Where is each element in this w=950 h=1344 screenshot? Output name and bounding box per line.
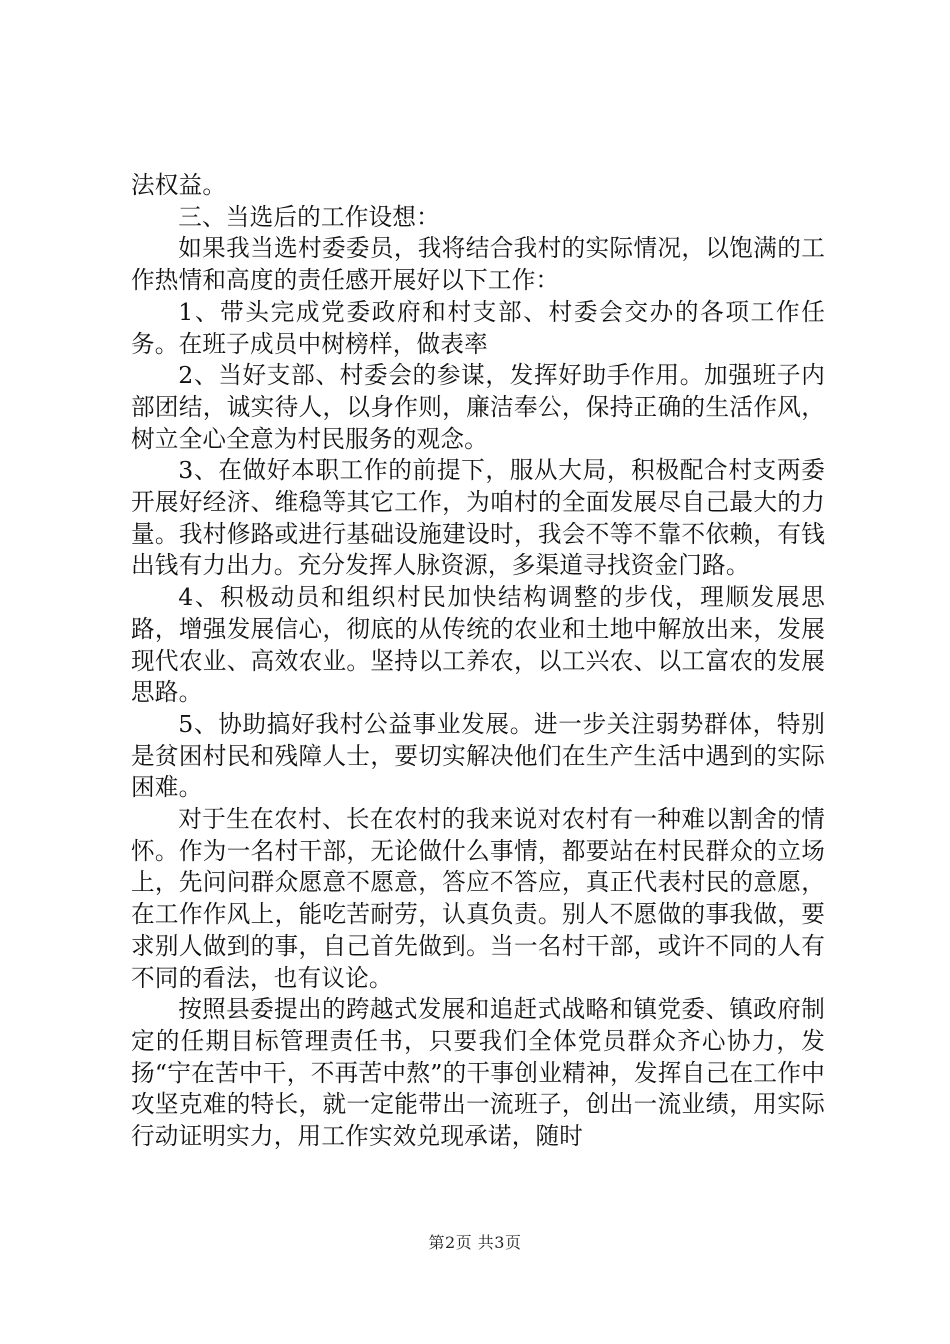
list-item-2: 2、当好支部、村委会的参谋，发挥好助手作用。加强班子内部团结，诚实待人，以身作则，廉洁奉公，保持正确的生活作风，树立全心全意为村民服务的观念。 xyxy=(131,361,825,453)
list-item-1: 1、带头完成党委政府和村支部、村委会交办的各项工作任务。在班子成员中树榜样，做表率 xyxy=(131,297,825,358)
paragraph-closing: 按照县委提出的跨越式发展和追赶式战略和镇党委、镇政府制定的任期目标管理责任书，只要我们全体党员群众齐心协力，发扬“宁在苦中干，不再苦中熬”的干事创业精神，发挥自己在工作中攻坚克难的特长，就一定能带出一流班子，创出一流业绩，用实际行动证明实力，用工作实效兑现承诺，随时 xyxy=(131,995,825,1151)
paragraph-intro: 如果我当选村委委员，我将结合我村的实际情况，以饱满的工作热情和高度的责任感开展好以下工作： xyxy=(131,234,825,295)
paragraph-continuation: 法权益。 xyxy=(131,171,227,199)
document-body xyxy=(131,170,825,1153)
list-item-3: 3、在做好本职工作的前提下，服从大局，积极配合村支两委开展好经济、维稳等其它工作，为咱村的全面发展尽自己最大的力量。我村修路或进行基础设施建设时，我会不等不靠不依赖，有钱出钱有力出力。充分发挥人脉资源，多渠道寻找资金门路。 xyxy=(131,456,825,580)
paragraph-reflection: 对于生在农村、长在农村的我来说对农村有一种难以割舍的情怀。作为一名村干部，无论做什么事情，都要站在村民群众的立场上，先问问群众愿意不愿意，答应不答应，真正代表村民的意愿，在工作作风上，能吃苦耐劳，认真负责。别人不愿做的事我做，要求别人做到的事，自己首先做到。当一名村干部，或许不同的人有不同的看法，也有议论。 xyxy=(131,805,825,992)
section-heading: 三、当选后的工作设想： xyxy=(178,202,440,231)
list-item-4: 4、积极动员和组织村民加快结构调整的步伐，理顺发展思路，增强发展信心，彻底的从传统的农业和土地中解放出来，发展现代农业、高效农业。坚持以工养农，以工兴农、以工富农的发展思路。 xyxy=(131,583,825,707)
page-number-footer: 第2页 共3页 xyxy=(428,1233,522,1252)
list-item-5: 5、协助搞好我村公益事业发展。进一步关注弱势群体，特别是贫困村民和残障人士，要切实解决他们在生产生活中遇到的实际困难。 xyxy=(131,709,825,802)
